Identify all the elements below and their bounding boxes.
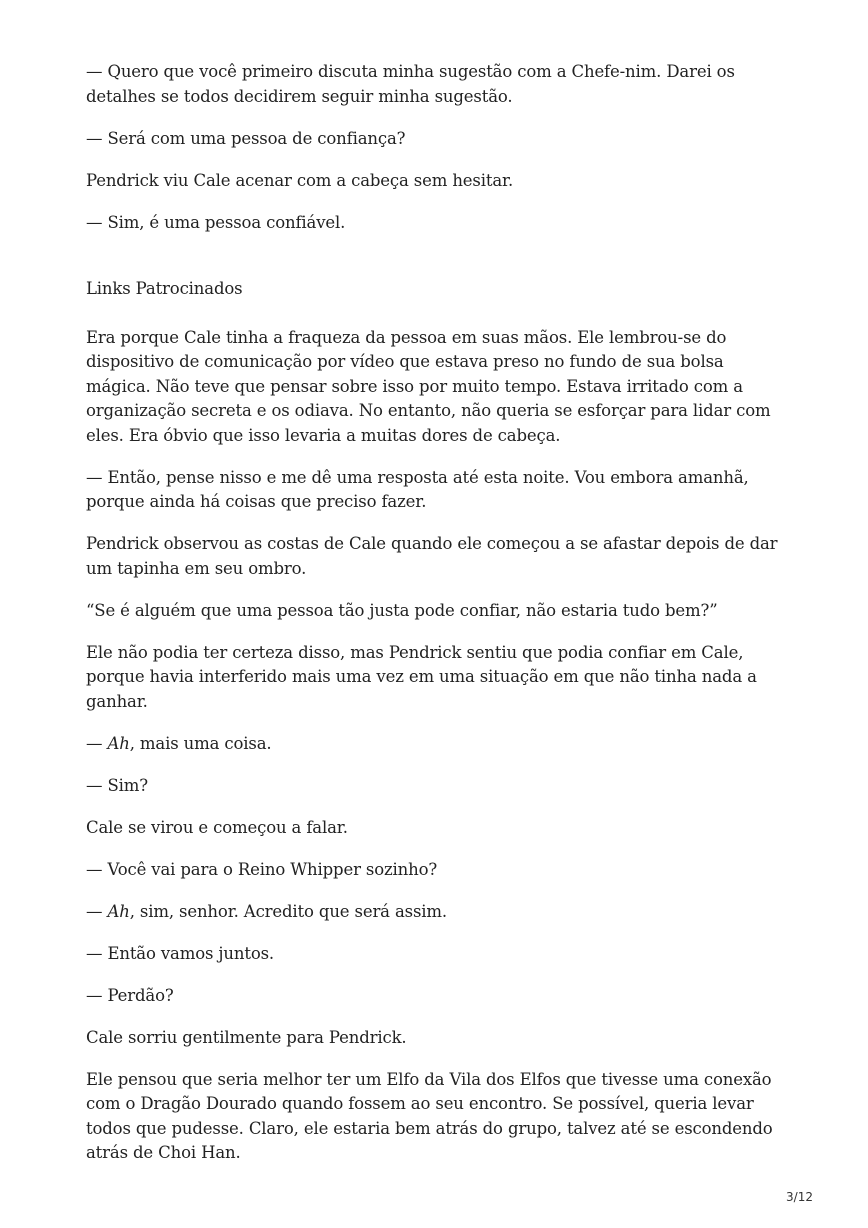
- dialogue-dash: —: [86, 901, 108, 921]
- document-body: [86, 60, 786, 1183]
- italic-word: Ah: [107, 901, 130, 921]
- paragraph: Ele não podia ter certeza disso, mas Pendrick sentiu que podia confiar em Cale, porque havia interferido mais uma vez em uma situação em que não tinha nada a ganhar.: [86, 642, 757, 711]
- paragraph: Cale sorriu gentilmente para Pendrick.: [86, 1027, 407, 1047]
- paragraph: — Então vamos juntos.: [86, 943, 275, 963]
- paragraph: — Você vai para o Reino Whipper sozinho?: [86, 859, 438, 879]
- paragraph: — Quero que você primeiro discuta minha sugestão com a Chefe-nim. Darei os detalhes se todos decidirem seguir minha sugestão.: [86, 62, 735, 106]
- paragraph: — Sim?: [86, 775, 148, 795]
- paragraph: Era porque Cale tinha a fraqueza da pessoa em suas mãos. Ele lembrou-se do dispositivo de comunicação por vídeo que estava preso no fundo de sua bolsa mágica. Não teve que pensar sobre isso por muito tempo. Estava irritado com a organização secreta e os odiava. No entanto, não queria se esforçar para lidar com eles. Era óbvio que isso levaria a muitas dores de cabeça.: [86, 327, 771, 445]
- paragraph: — Então, pense nisso e me dê uma resposta até esta noite. Vou embora amanhã, porque ainda há coisas que preciso fazer.: [86, 467, 749, 511]
- italic-word: Ah: [107, 733, 130, 753]
- paragraph: — Perdão?: [86, 985, 174, 1005]
- paragraph: Cale se virou e começou a falar.: [86, 817, 348, 837]
- dialogue-dash: —: [86, 733, 108, 753]
- paragraph: — Sim, é uma pessoa confiável.: [86, 212, 346, 232]
- paragraph: — Será com uma pessoa de confiança?: [86, 128, 406, 148]
- paragraph: [86, 900, 786, 925]
- paragraph: “Se é alguém que uma pessoa tão justa pode confiar, não estaria tudo bem?”: [86, 600, 718, 620]
- page-number: 3/12: [786, 1190, 813, 1204]
- paragraph: Ele pensou que seria melhor ter um Elfo da Vila dos Elfos que tivesse uma conexão com o Dragão Dourado quando fossem ao seu encontro. Se possível, queria levar todos que pudesse. Claro, ele estaria bem atrás do grupo, talvez até se escondendo atrás de Choi Han.: [86, 1069, 773, 1162]
- paragraph-rest: , sim, senhor. Acredito que será assim.: [129, 901, 448, 921]
- paragraph: [86, 732, 786, 757]
- paragraph: Pendrick viu Cale acenar com a cabeça sem hesitar.: [86, 170, 514, 190]
- paragraph: Pendrick observou as costas de Cale quando ele começou a se afastar depois de dar um tapinha em seu ombro.: [86, 534, 778, 578]
- sponsored-links-label: Links Patrocinados: [86, 279, 243, 298]
- paragraph-rest: , mais uma coisa.: [129, 733, 272, 753]
